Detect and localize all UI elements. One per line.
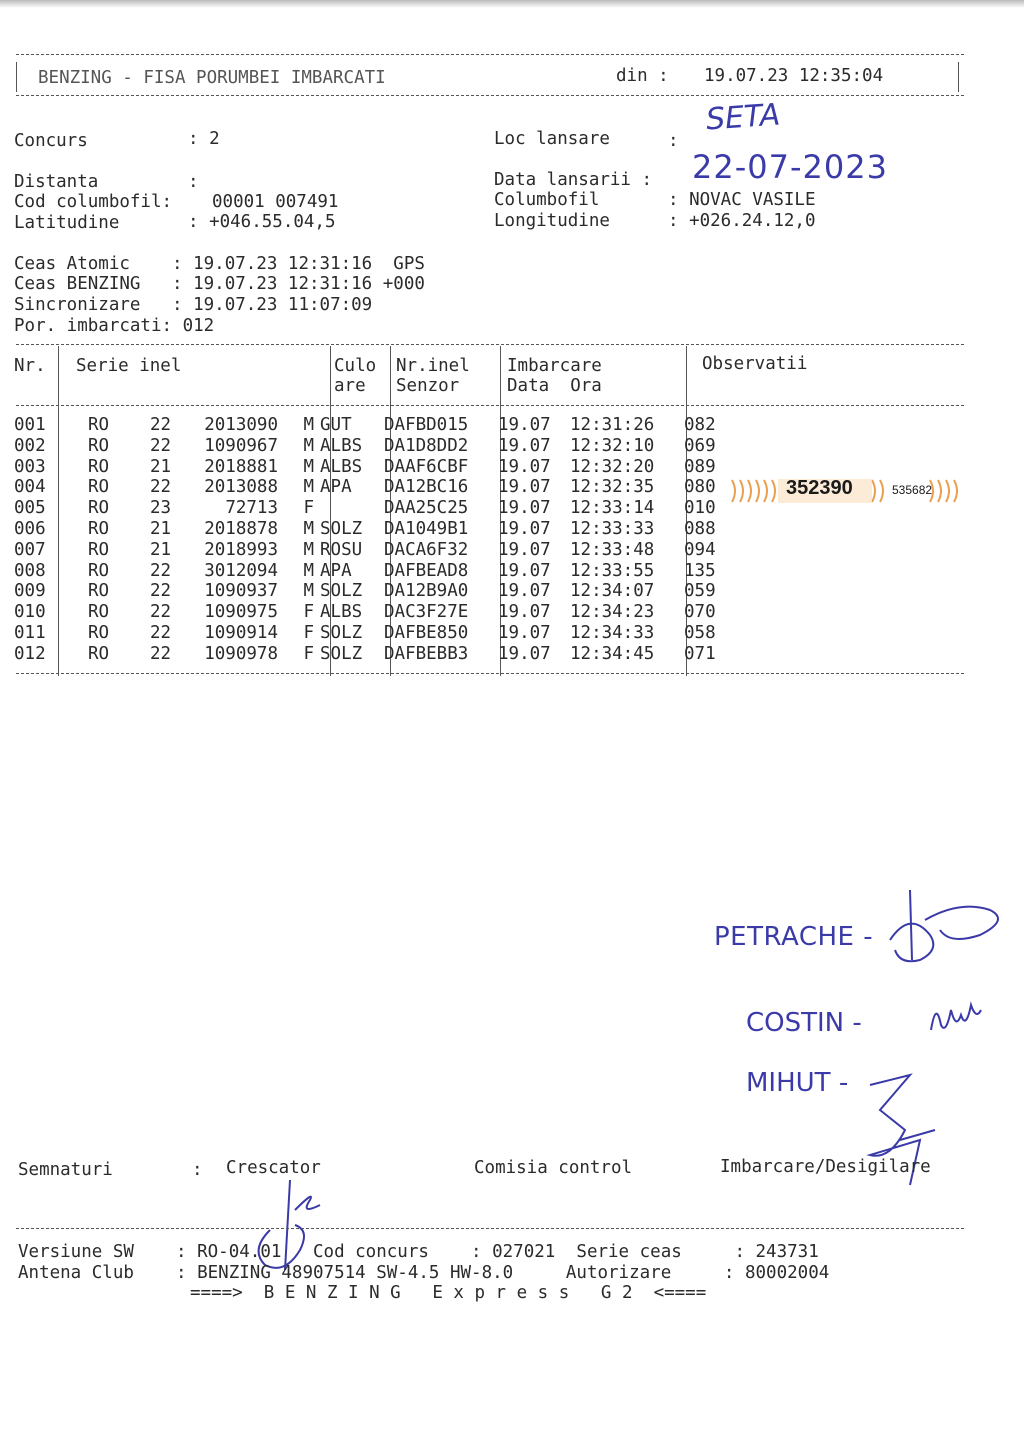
cell-sex: M bbox=[303, 581, 314, 602]
table-row bbox=[14, 415, 744, 436]
table-row bbox=[14, 540, 744, 561]
col-header-culoare-1: Culo bbox=[334, 356, 377, 376]
cell-sensor: DAFBD015 bbox=[384, 415, 469, 435]
cell-num: 1090978 bbox=[204, 643, 278, 664]
cell-nr: 008 bbox=[14, 560, 46, 581]
cell-yr: 22 bbox=[150, 560, 172, 581]
signature-costin bbox=[926, 990, 986, 1040]
cell-date: 19.07 bbox=[498, 602, 551, 623]
table-bottom-rule bbox=[16, 673, 964, 674]
cell-date: 19.07 bbox=[498, 477, 551, 498]
footer-line-versiune: Versiune SW : RO-04.01 Cod concurs : 027021 Serie ceas : 243731 bbox=[18, 1242, 819, 1262]
cell-yr: 22 bbox=[150, 622, 172, 643]
scan-top-shade bbox=[0, 0, 1024, 8]
cell-ro: RO bbox=[88, 477, 110, 498]
cell-obs: 080 bbox=[684, 477, 716, 498]
cell-ro: RO bbox=[88, 415, 110, 435]
cell-yr: 21 bbox=[150, 456, 172, 477]
cell-ro: RO bbox=[88, 622, 110, 643]
table-row bbox=[14, 623, 744, 644]
col-header-culoare-2: are bbox=[334, 376, 366, 396]
cell-time: 12:33:48 bbox=[570, 539, 655, 560]
cell-time: 12:33:33 bbox=[570, 518, 655, 539]
cell-yr: 23 bbox=[150, 498, 172, 519]
sincronizare-line: Sincronizare : 19.07.23 11:07:09 bbox=[14, 295, 373, 315]
seal-number: 352390 bbox=[786, 477, 853, 499]
header-right-border bbox=[958, 62, 959, 92]
cell-col: ALBS bbox=[320, 456, 363, 477]
cell-nr: 003 bbox=[14, 456, 46, 477]
cell-obs: 082 bbox=[684, 415, 716, 435]
cod-columbofil-label: Cod columbofil: bbox=[14, 192, 173, 212]
cell-date: 19.07 bbox=[498, 643, 551, 664]
din-value: 19.07.23 12:35:04 bbox=[704, 66, 884, 86]
cell-col: ROSU bbox=[320, 539, 363, 560]
header-left-border bbox=[16, 62, 17, 92]
distanta-sep: : bbox=[188, 172, 199, 192]
col-header-imbarcare-1: Imbarcare bbox=[507, 356, 602, 376]
pigeon-table bbox=[14, 415, 744, 665]
table-row bbox=[14, 498, 744, 519]
cell-nr: 002 bbox=[14, 435, 46, 456]
cell-time: 12:34:33 bbox=[570, 622, 655, 643]
ceas-atomic-line: Ceas Atomic : 19.07.23 12:31:16 GPS bbox=[14, 254, 425, 274]
cell-obs: 010 bbox=[684, 498, 716, 519]
cell-nr: 001 bbox=[14, 415, 46, 435]
cell-sex: M bbox=[303, 518, 314, 539]
loc-lansare-handwritten: SETA bbox=[704, 97, 782, 138]
cell-sex: F bbox=[303, 622, 314, 643]
table-row bbox=[14, 477, 744, 498]
cell-sensor: DACA6F32 bbox=[384, 539, 469, 560]
table-row bbox=[14, 519, 744, 540]
cell-num: 1090967 bbox=[204, 435, 278, 456]
cell-num: 1090937 bbox=[204, 581, 278, 602]
header-bottom-rule bbox=[16, 95, 964, 96]
cell-sex: M bbox=[303, 560, 314, 581]
cell-sex: M bbox=[303, 477, 314, 498]
footer-top-rule bbox=[16, 1228, 964, 1229]
col-header-nr: Nr. bbox=[14, 356, 46, 376]
cell-col: GUT bbox=[320, 415, 352, 435]
cell-obs: 089 bbox=[684, 456, 716, 477]
cell-time: 12:34:23 bbox=[570, 602, 655, 623]
cell-col: ALBS bbox=[320, 602, 363, 623]
cell-time: 12:34:07 bbox=[570, 581, 655, 602]
cell-yr: 22 bbox=[150, 643, 172, 664]
longitudine-value: : +026.24.12,0 bbox=[668, 211, 816, 231]
ceas-benzing-line: Ceas BENZING : 19.07.23 12:31:16 +000 bbox=[14, 274, 425, 294]
cell-time: 12:32:35 bbox=[570, 477, 655, 498]
handwritten-name-costin: COSTIN - bbox=[746, 1008, 862, 1038]
cell-ro: RO bbox=[88, 581, 110, 602]
cell-num: 1090914 bbox=[204, 622, 278, 643]
cell-obs: 069 bbox=[684, 435, 716, 456]
footer-line-antena: Antena Club : BENZING 48907514 SW-4.5 HW-8.0 Autorizare : 80002004 bbox=[18, 1263, 830, 1283]
cell-sensor: DAC3F27E bbox=[384, 602, 469, 623]
semnaturi-sep: : bbox=[192, 1160, 203, 1180]
cell-sex: M bbox=[303, 456, 314, 477]
cell-date: 19.07 bbox=[498, 560, 551, 581]
cell-ro: RO bbox=[88, 560, 110, 581]
cell-date: 19.07 bbox=[498, 622, 551, 643]
cell-num: 2018993 bbox=[204, 539, 278, 560]
cell-date: 19.07 bbox=[498, 581, 551, 602]
table-row bbox=[14, 561, 744, 582]
cell-nr: 004 bbox=[14, 477, 46, 498]
cell-ro: RO bbox=[88, 498, 110, 519]
cell-num: 2013090 bbox=[204, 415, 278, 435]
cell-nr: 009 bbox=[14, 581, 46, 602]
handwritten-name-mihut: MIHUT - bbox=[746, 1068, 849, 1098]
cell-obs: 059 bbox=[684, 581, 716, 602]
columbofil-label: Columbofil bbox=[494, 190, 600, 210]
table-row bbox=[14, 457, 744, 478]
crescator-label: Crescator bbox=[226, 1158, 321, 1178]
cell-date: 19.07 bbox=[498, 415, 551, 435]
cell-sensor: DA12BC16 bbox=[384, 477, 469, 498]
cell-sensor: DAFBEBB3 bbox=[384, 643, 469, 664]
col-header-serie-inel: Serie inel bbox=[76, 356, 182, 376]
col-header-imbarcare-2: Data Ora bbox=[507, 376, 602, 396]
cell-date: 19.07 bbox=[498, 435, 551, 456]
cell-num: 2018878 bbox=[204, 518, 278, 539]
cell-col: SOLZ bbox=[320, 643, 363, 664]
concurs-label: Concurs bbox=[14, 131, 88, 151]
cell-yr: 22 bbox=[150, 602, 172, 623]
cell-ro: RO bbox=[88, 539, 110, 560]
cell-col: APA bbox=[320, 560, 352, 581]
cell-time: 12:33:55 bbox=[570, 560, 655, 581]
table-row bbox=[14, 602, 744, 623]
cell-num: 72713 bbox=[225, 498, 278, 519]
latitudine-label: Latitudine bbox=[14, 213, 120, 233]
cell-yr: 21 bbox=[150, 539, 172, 560]
distanta-label: Distanta bbox=[14, 172, 99, 192]
cell-nr: 007 bbox=[14, 539, 46, 560]
cell-ro: RO bbox=[88, 456, 110, 477]
cell-col: SOLZ bbox=[320, 622, 363, 643]
longitudine-label: Longitudine bbox=[494, 211, 610, 231]
cell-yr: 22 bbox=[150, 477, 172, 498]
cell-time: 12:33:14 bbox=[570, 498, 655, 519]
cell-col: APA bbox=[320, 477, 352, 498]
cell-ro: RO bbox=[88, 643, 110, 664]
cell-time: 12:31:26 bbox=[570, 415, 655, 435]
table-row bbox=[14, 436, 744, 457]
din-label: din : bbox=[616, 66, 669, 86]
loc-lansare-label: Loc lansare bbox=[494, 129, 610, 149]
cell-date: 19.07 bbox=[498, 498, 551, 519]
comisia-control-label: Comisia control bbox=[474, 1158, 633, 1178]
cell-obs: 071 bbox=[684, 643, 716, 664]
cell-nr: 005 bbox=[14, 498, 46, 519]
cell-sex: F bbox=[303, 602, 314, 623]
cell-nr: 012 bbox=[14, 643, 46, 664]
cell-obs: 070 bbox=[684, 602, 716, 623]
concurs-value: : 2 bbox=[188, 129, 220, 149]
cell-ro: RO bbox=[88, 435, 110, 456]
col-header-nrinel-1: Nr.inel bbox=[396, 356, 470, 376]
cell-yr: 22 bbox=[150, 435, 172, 456]
signature-petrache bbox=[880, 880, 1020, 970]
latitudine-value: : +046.55.04,5 bbox=[188, 212, 336, 232]
cell-sex: F bbox=[303, 643, 314, 664]
col-header-observatii: Observatii bbox=[702, 354, 808, 374]
cell-sex: M bbox=[303, 539, 314, 560]
data-lansarii-handwritten: 22-07-2023 bbox=[692, 148, 888, 186]
cell-num: 1090975 bbox=[204, 602, 278, 623]
cell-date: 19.07 bbox=[498, 539, 551, 560]
porumbei-imbarcati-line: Por. imbarcati: 012 bbox=[14, 316, 215, 336]
cell-sex: M bbox=[303, 435, 314, 456]
cell-obs: 135 bbox=[684, 560, 716, 581]
cell-num: 2018881 bbox=[204, 456, 278, 477]
cell-time: 12:32:20 bbox=[570, 456, 655, 477]
cell-ro: RO bbox=[88, 518, 110, 539]
cell-sensor: DAA25C25 bbox=[384, 498, 469, 519]
cell-sensor: DAAF6CBF bbox=[384, 456, 469, 477]
cell-col bbox=[318, 498, 380, 519]
cell-obs: 088 bbox=[684, 518, 716, 539]
cell-yr: 22 bbox=[150, 581, 172, 602]
cell-nr: 011 bbox=[14, 622, 46, 643]
cell-yr: 21 bbox=[150, 518, 172, 539]
table-header-bottom-rule bbox=[16, 405, 964, 406]
col-header-nrinel-2: Senzor bbox=[396, 376, 460, 396]
cell-time: 12:32:10 bbox=[570, 435, 655, 456]
cell-num: 2013088 bbox=[204, 477, 278, 498]
table-header-top-rule bbox=[16, 344, 964, 345]
cell-sex: M bbox=[303, 415, 314, 435]
cell-num: 3012094 bbox=[204, 560, 278, 581]
cell-ro: RO bbox=[88, 602, 110, 623]
table-row bbox=[14, 581, 744, 602]
cell-obs: 058 bbox=[684, 622, 716, 643]
cell-sensor: DAFBEAD8 bbox=[384, 560, 469, 581]
cell-nr: 010 bbox=[14, 602, 46, 623]
cell-sensor: DA1D8DD2 bbox=[384, 435, 469, 456]
seal-small-number: 535682 bbox=[892, 483, 933, 497]
cell-col: SOLZ bbox=[320, 581, 363, 602]
cell-obs: 094 bbox=[684, 539, 716, 560]
cell-yr: 22 bbox=[150, 415, 172, 435]
cod-columbofil-value: 00001 007491 bbox=[212, 192, 339, 212]
document-title: BENZING - FISA PORUMBEI IMBARCATI bbox=[38, 68, 386, 88]
header-top-rule bbox=[16, 54, 964, 55]
data-lansarii-label: Data lansarii : bbox=[494, 170, 653, 190]
handwritten-name-petrache: PETRACHE - bbox=[714, 922, 874, 952]
cell-time: 12:34:45 bbox=[570, 643, 655, 664]
cell-sensor: DA12B9A0 bbox=[384, 581, 469, 602]
footer-benzing-express: ====> B E N Z I N G E x p r e s s G 2 <==== bbox=[190, 1283, 707, 1303]
cell-nr: 006 bbox=[14, 518, 46, 539]
cell-date: 19.07 bbox=[498, 456, 551, 477]
semnaturi-label: Semnaturi bbox=[18, 1160, 113, 1180]
cell-col: ALBS bbox=[320, 435, 363, 456]
imbarcare-desigilare-label: Imbarcare/Desigilare bbox=[720, 1157, 931, 1177]
cell-date: 19.07 bbox=[498, 518, 551, 539]
columbofil-value: : NOVAC VASILE bbox=[668, 190, 816, 210]
loc-lansare-sep: : bbox=[668, 131, 679, 151]
table-row bbox=[14, 644, 744, 665]
cell-col: SOLZ bbox=[320, 518, 363, 539]
cell-sex: F bbox=[303, 498, 314, 519]
cell-sensor: DA1049B1 bbox=[384, 518, 469, 539]
cell-sensor: DAFBE850 bbox=[384, 622, 469, 643]
